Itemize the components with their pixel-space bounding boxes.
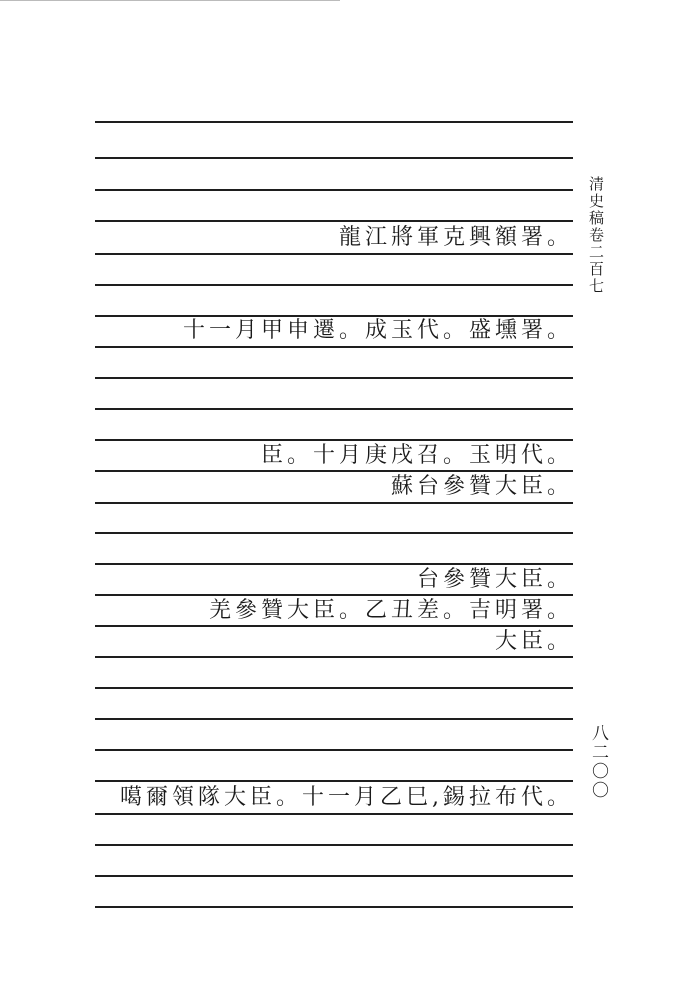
- ruled-line: [95, 687, 573, 689]
- table-entry: 大臣。: [494, 629, 573, 654]
- ruled-line: [95, 189, 573, 191]
- ruled-line: [95, 532, 573, 534]
- table-entry: 臣。十月庚戌召。玉明代。: [260, 443, 573, 468]
- ruled-line: [95, 563, 573, 565]
- ruled-line: [95, 470, 573, 472]
- ruled-line: [95, 718, 573, 720]
- running-head: 清史稿卷二百七: [587, 176, 605, 295]
- table-entry: 台參贊大臣。: [416, 567, 573, 592]
- ruled-line: [95, 625, 573, 627]
- ruled-line: [95, 439, 573, 441]
- scan-edge-line: [0, 0, 340, 1]
- ruled-line: [95, 346, 573, 348]
- page-number: 八二〇〇: [588, 724, 608, 800]
- ruled-line: [95, 315, 573, 317]
- ruled-line: [95, 284, 573, 286]
- ruled-line: [95, 749, 573, 751]
- ruled-line: [95, 502, 573, 504]
- table-entry: 龍江將軍克興額署。: [338, 225, 573, 250]
- table-entry: 十一月甲申遷。成玉代。盛壎署。: [182, 318, 573, 343]
- ruled-line: [95, 844, 573, 846]
- table-entry: 噶爾領隊大臣。十一月乙巳,錫拉布代。: [120, 785, 573, 810]
- table-entry: 蘇台參贊大臣。: [390, 474, 573, 499]
- table-entry: 羌參贊大臣。乙丑差。吉明署。: [208, 598, 573, 623]
- ruled-line: [95, 121, 573, 123]
- ruled-line: [95, 656, 573, 658]
- ruled-line: [95, 157, 573, 159]
- ruled-line: [95, 875, 573, 877]
- ruled-line: [95, 253, 573, 255]
- ruled-line: [95, 408, 573, 410]
- ruled-line: [95, 906, 573, 908]
- ruled-line: [95, 594, 573, 596]
- ruled-line: [95, 377, 573, 379]
- ruled-line: [95, 813, 573, 815]
- ruled-line: [95, 780, 573, 782]
- ruled-line: [95, 220, 573, 222]
